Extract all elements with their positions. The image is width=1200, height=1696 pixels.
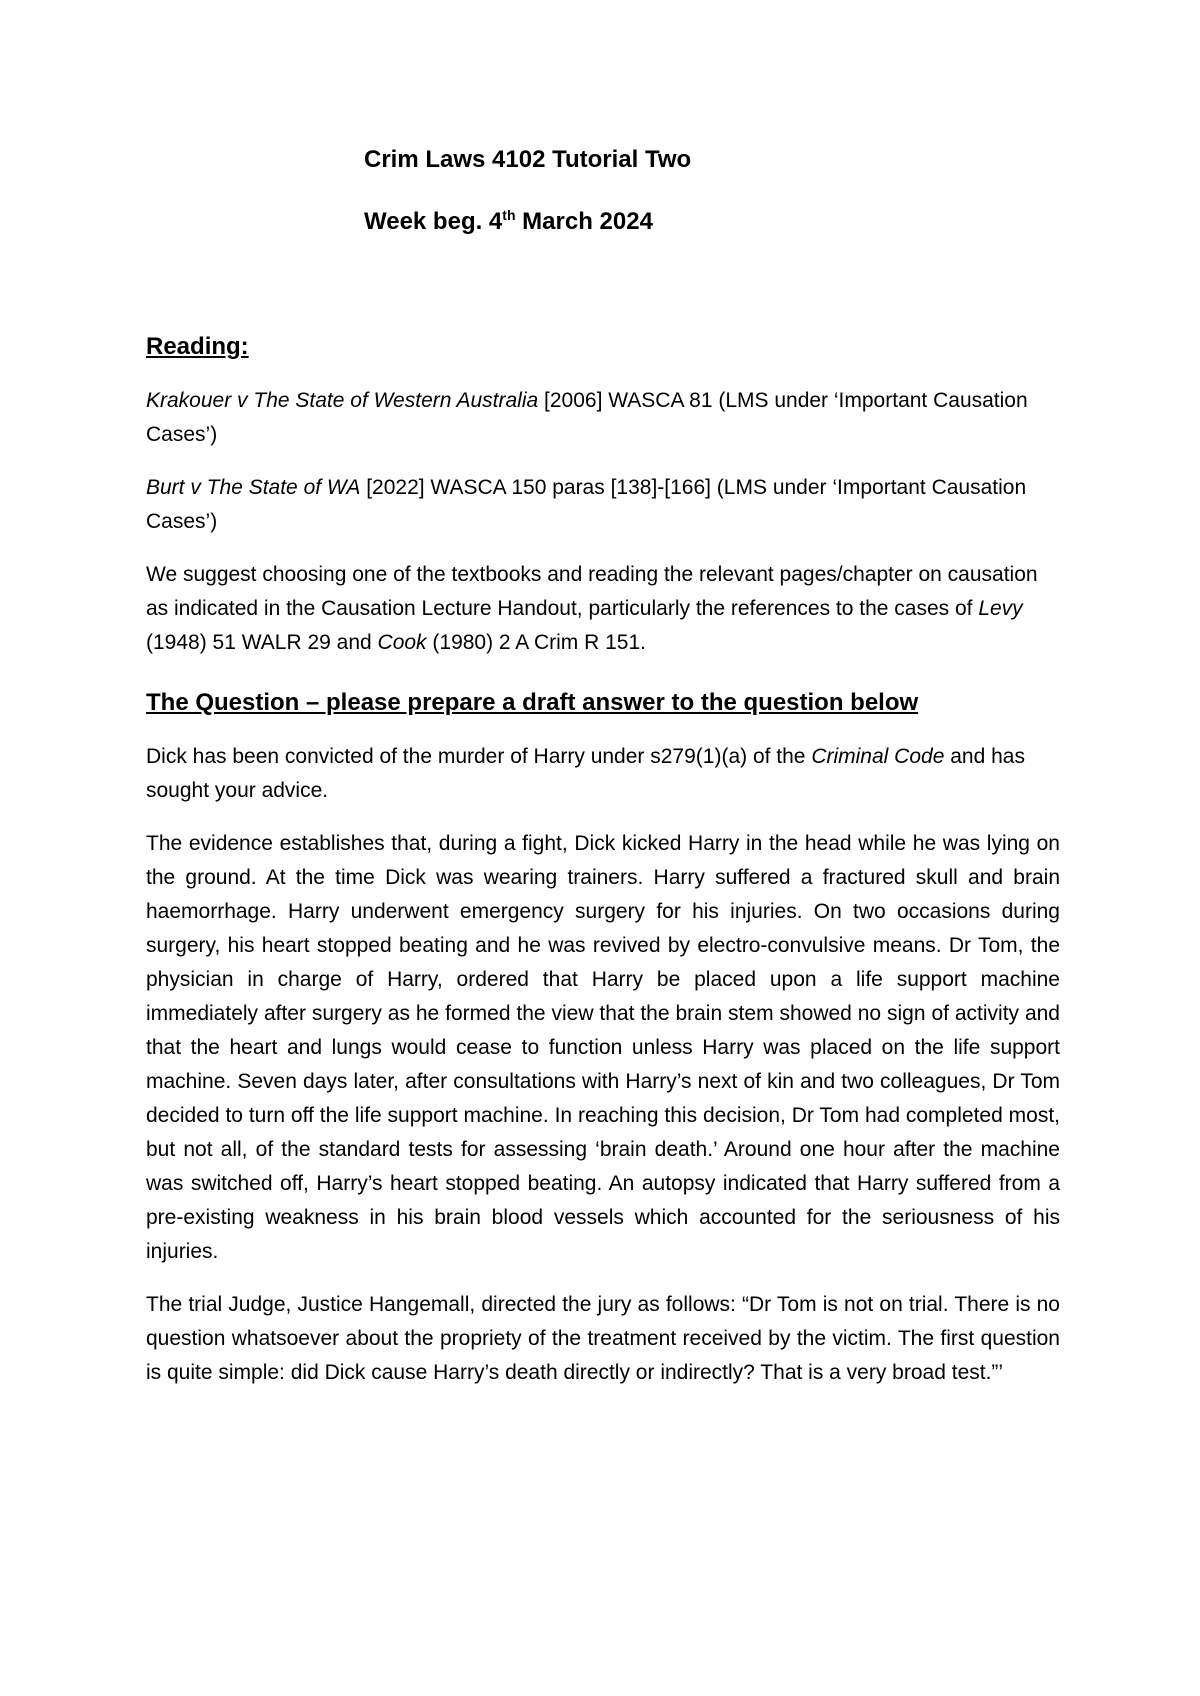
week-prefix: Week beg. 4	[364, 208, 503, 235]
title-block	[364, 146, 964, 236]
document-title: Crim Laws 4102 Tutorial Two	[364, 146, 692, 173]
case-citation: [2006] WASCA 81 (LMS under ‘Important Causation Cases’)	[146, 389, 1028, 446]
intro-text: and has sought your advice.	[146, 745, 1025, 802]
criminal-code-title: Criminal Code	[811, 745, 945, 768]
week-suffix: March 2024	[515, 208, 653, 235]
suggestion-text: (1980) 2 A Crim R 151.	[426, 631, 646, 654]
case-name-cook: Cook	[377, 631, 427, 654]
week-line	[364, 208, 964, 236]
document-body	[146, 332, 1060, 1409]
suggestion-text: We suggest choosing one of the textbooks and reading the relevant pages/chapter on causation as indicated in the Causation Lecture Handout, particularly the references to the cases of	[146, 563, 1038, 620]
case-citation: [2022] WASCA 150 paras [138]-[166] (LMS under ‘Important Causation Cases’)	[146, 476, 1027, 533]
week-ordinal: th	[502, 207, 516, 223]
question-heading: The Question – please prepare a draft answer to the question below	[146, 689, 919, 716]
question-evidence: The evidence establishes that, during a fight, Dick kicked Harry in the head while he was lying on the ground. At the time Dick was wearing trainers. Harry suffered a fractured skull and brain haemorrhage. Harry underwent emergency surgery for his injuries. On two occasions during surgery, his heart stopped beating and he was revived by electro-convulsive means. Dr Tom, the physician in charge of Harry, ordered that Harry be placed upon a life support machine immediately after surgery as he formed the view that the brain stem showed no sign of activity and that the heart and lungs would cease to function unless Harry was placed on the life support machine. Seven days later, after consultations with Harry’s next of kin and two colleagues, Dr Tom decided to turn off the life support machine. In reaching this decision, Dr Tom had completed most, but not all, of the standard tests for assessing ‘brain death.’ Around one hour after the machine was switched off, Harry’s heart stopped beating. An autopsy indicated that Harry suffered from a pre-existing weakness in his brain blood vessels which accounted for the seriousness of his injuries.	[146, 832, 1060, 1263]
intro-text: Dick has been convicted of the murder of Harry under s279(1)(a) of the	[146, 745, 812, 768]
case-name: Burt v The State of WA	[146, 476, 361, 499]
reading-item	[146, 471, 1060, 539]
question-intro	[146, 740, 1060, 808]
reading-heading: Reading:	[146, 333, 249, 360]
case-name: Krakouer v The State of Western Australia	[146, 389, 539, 412]
suggestion-text: (1948) 51 WALR 29 and	[146, 631, 378, 654]
reading-suggestion	[146, 558, 1060, 660]
question-direction: The trial Judge, Justice Hangemall, directed the jury as follows: “Dr Tom is not on trial. There is no question whatsoever about the propriety of the treatment received by the victim. The first question is quite simple: did Dick cause Harry’s death directly or indirectly? That is a very broad test.”’	[146, 1293, 1060, 1384]
reading-item	[146, 384, 1060, 452]
case-name-levy: Levy	[978, 597, 1023, 620]
